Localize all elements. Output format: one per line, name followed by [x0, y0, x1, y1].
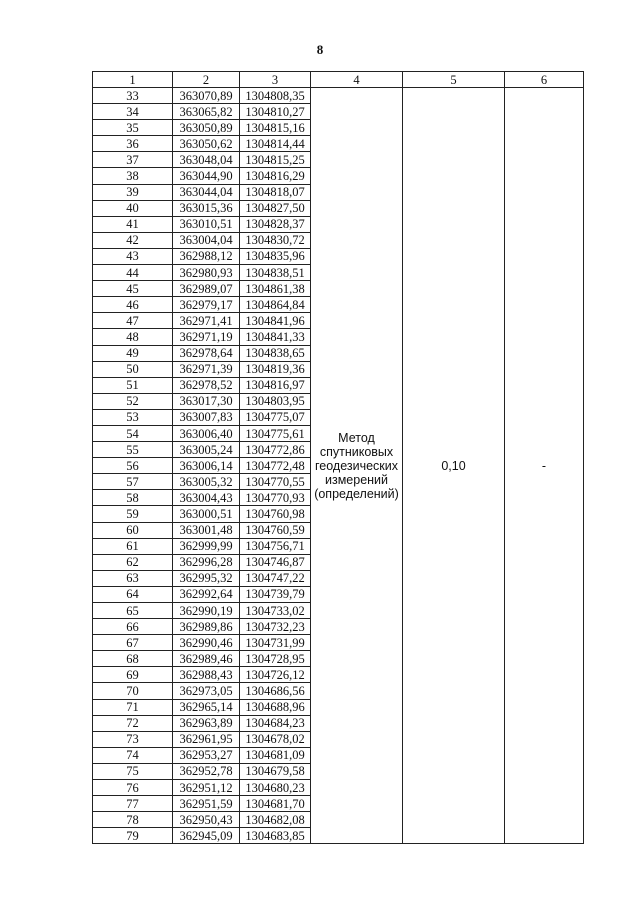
point-number-cell: 43 — [93, 248, 173, 264]
coordinates-table-body — [93, 72, 584, 844]
point-number-cell: 40 — [93, 200, 173, 216]
point-number-cell: 59 — [93, 506, 173, 522]
point-number-cell: 67 — [93, 635, 173, 651]
method-cell — [311, 88, 403, 844]
accuracy-cell: 0,10 — [403, 88, 505, 844]
y-coordinate-cell: 1304683,85 — [240, 828, 311, 844]
point-number-cell: 37 — [93, 152, 173, 168]
y-coordinate-cell: 1304681,09 — [240, 747, 311, 763]
y-coordinate-cell: 1304827,50 — [240, 200, 311, 216]
y-coordinate-cell: 1304678,02 — [240, 731, 311, 747]
point-number-cell: 38 — [93, 168, 173, 184]
header-cell-1: 1 — [93, 72, 173, 88]
y-coordinate-cell: 1304819,36 — [240, 361, 311, 377]
y-coordinate-cell: 1304772,86 — [240, 442, 311, 458]
point-number-cell: 39 — [93, 184, 173, 200]
point-number-cell: 44 — [93, 265, 173, 281]
x-coordinate-cell: 362971,39 — [173, 361, 240, 377]
y-coordinate-cell: 1304746,87 — [240, 554, 311, 570]
x-coordinate-cell: 362979,17 — [173, 297, 240, 313]
point-number-cell: 66 — [93, 619, 173, 635]
y-coordinate-cell: 1304728,95 — [240, 651, 311, 667]
x-coordinate-cell: 362952,78 — [173, 763, 240, 779]
x-coordinate-cell: 362999,99 — [173, 538, 240, 554]
coordinates-table — [92, 71, 584, 844]
x-coordinate-cell: 363005,32 — [173, 474, 240, 490]
x-coordinate-cell: 363005,24 — [173, 442, 240, 458]
point-number-cell: 74 — [93, 747, 173, 763]
x-coordinate-cell: 362978,64 — [173, 345, 240, 361]
point-number-cell: 62 — [93, 554, 173, 570]
method-line: спутниковых — [319, 444, 394, 459]
header-cell-4: 4 — [311, 72, 403, 88]
x-coordinate-cell: 363000,51 — [173, 506, 240, 522]
y-coordinate-cell: 1304726,12 — [240, 667, 311, 683]
point-number-cell: 34 — [93, 104, 173, 120]
x-coordinate-cell: 362980,93 — [173, 265, 240, 281]
y-coordinate-cell: 1304679,58 — [240, 763, 311, 779]
point-number-cell: 56 — [93, 458, 173, 474]
y-coordinate-cell: 1304816,97 — [240, 377, 311, 393]
point-number-cell: 50 — [93, 361, 173, 377]
y-coordinate-cell: 1304731,99 — [240, 635, 311, 651]
y-coordinate-cell: 1304770,55 — [240, 474, 311, 490]
y-coordinate-cell: 1304816,29 — [240, 168, 311, 184]
method-line: измерений — [324, 472, 389, 487]
point-number-cell: 35 — [93, 120, 173, 136]
x-coordinate-cell: 363004,43 — [173, 490, 240, 506]
x-coordinate-cell: 362989,86 — [173, 619, 240, 635]
y-coordinate-cell: 1304686,56 — [240, 683, 311, 699]
x-coordinate-cell: 362945,09 — [173, 828, 240, 844]
header-cell-2: 2 — [173, 72, 240, 88]
method-line: геодезических — [314, 458, 398, 473]
point-number-cell: 78 — [93, 812, 173, 828]
y-coordinate-cell: 1304747,22 — [240, 570, 311, 586]
y-coordinate-cell: 1304838,65 — [240, 345, 311, 361]
y-coordinate-cell: 1304775,07 — [240, 409, 311, 425]
point-number-cell: 75 — [93, 763, 173, 779]
y-coordinate-cell: 1304803,95 — [240, 393, 311, 409]
point-number-cell: 33 — [93, 88, 173, 104]
x-coordinate-cell: 362978,52 — [173, 377, 240, 393]
y-coordinate-cell: 1304830,72 — [240, 232, 311, 248]
x-coordinate-cell: 362988,43 — [173, 667, 240, 683]
x-coordinate-cell: 363007,83 — [173, 409, 240, 425]
x-coordinate-cell: 362971,19 — [173, 329, 240, 345]
point-number-cell: 48 — [93, 329, 173, 345]
point-number-cell: 77 — [93, 796, 173, 812]
point-number-cell: 45 — [93, 281, 173, 297]
point-number-cell: 52 — [93, 393, 173, 409]
point-number-cell: 53 — [93, 409, 173, 425]
point-number-cell: 63 — [93, 570, 173, 586]
method-line: (определений) — [314, 486, 399, 501]
x-coordinate-cell: 363044,90 — [173, 168, 240, 184]
note-cell: - — [505, 88, 584, 844]
point-number-cell: 70 — [93, 683, 173, 699]
x-coordinate-cell: 362990,19 — [173, 603, 240, 619]
x-coordinate-cell: 363001,48 — [173, 522, 240, 538]
x-coordinate-cell: 362961,95 — [173, 731, 240, 747]
point-number-cell: 58 — [93, 490, 173, 506]
x-coordinate-cell: 362953,27 — [173, 747, 240, 763]
point-number-cell: 69 — [93, 667, 173, 683]
y-coordinate-cell: 1304760,59 — [240, 522, 311, 538]
y-coordinate-cell: 1304828,37 — [240, 216, 311, 232]
x-coordinate-cell: 362973,05 — [173, 683, 240, 699]
y-coordinate-cell: 1304815,16 — [240, 120, 311, 136]
point-number-cell: 79 — [93, 828, 173, 844]
y-coordinate-cell: 1304841,96 — [240, 313, 311, 329]
x-coordinate-cell: 362996,28 — [173, 554, 240, 570]
y-coordinate-cell: 1304680,23 — [240, 780, 311, 796]
point-number-cell: 51 — [93, 377, 173, 393]
y-coordinate-cell: 1304684,23 — [240, 715, 311, 731]
y-coordinate-cell: 1304760,98 — [240, 506, 311, 522]
y-coordinate-cell: 1304841,33 — [240, 329, 311, 345]
header-cell-6: 6 — [505, 72, 584, 88]
y-coordinate-cell: 1304818,07 — [240, 184, 311, 200]
y-coordinate-cell: 1304688,96 — [240, 699, 311, 715]
x-coordinate-cell: 362990,46 — [173, 635, 240, 651]
x-coordinate-cell: 362950,43 — [173, 812, 240, 828]
y-coordinate-cell: 1304810,27 — [240, 104, 311, 120]
x-coordinate-cell: 362971,41 — [173, 313, 240, 329]
table-row — [93, 88, 584, 104]
point-number-cell: 72 — [93, 715, 173, 731]
point-number-cell: 46 — [93, 297, 173, 313]
y-coordinate-cell: 1304808,35 — [240, 88, 311, 104]
point-number-cell: 57 — [93, 474, 173, 490]
x-coordinate-cell: 362951,12 — [173, 780, 240, 796]
point-number-cell: 42 — [93, 232, 173, 248]
y-coordinate-cell: 1304682,08 — [240, 812, 311, 828]
page-number: 8 — [316, 42, 324, 57]
x-coordinate-cell: 363017,30 — [173, 393, 240, 409]
point-number-cell: 71 — [93, 699, 173, 715]
x-coordinate-cell: 363004,04 — [173, 232, 240, 248]
x-coordinate-cell: 362963,89 — [173, 715, 240, 731]
y-coordinate-cell: 1304864,84 — [240, 297, 311, 313]
x-coordinate-cell: 363070,89 — [173, 88, 240, 104]
x-coordinate-cell: 362995,32 — [173, 570, 240, 586]
x-coordinate-cell: 363065,82 — [173, 104, 240, 120]
x-coordinate-cell: 363050,89 — [173, 120, 240, 136]
point-number-cell: 49 — [93, 345, 173, 361]
y-coordinate-cell: 1304838,51 — [240, 265, 311, 281]
x-coordinate-cell: 363050,62 — [173, 136, 240, 152]
point-number-cell: 60 — [93, 522, 173, 538]
y-coordinate-cell: 1304739,79 — [240, 586, 311, 602]
y-coordinate-cell: 1304770,93 — [240, 490, 311, 506]
x-coordinate-cell: 362992,64 — [173, 586, 240, 602]
x-coordinate-cell: 362988,12 — [173, 248, 240, 264]
x-coordinate-cell: 362989,07 — [173, 281, 240, 297]
point-number-cell: 36 — [93, 136, 173, 152]
y-coordinate-cell: 1304681,70 — [240, 796, 311, 812]
x-coordinate-cell: 363006,14 — [173, 458, 240, 474]
y-coordinate-cell: 1304815,25 — [240, 152, 311, 168]
point-number-cell: 73 — [93, 731, 173, 747]
y-coordinate-cell: 1304835,96 — [240, 248, 311, 264]
y-coordinate-cell: 1304775,61 — [240, 425, 311, 441]
x-coordinate-cell: 363048,04 — [173, 152, 240, 168]
point-number-cell: 54 — [93, 425, 173, 441]
table-header-row — [93, 72, 584, 88]
header-cell-3: 3 — [240, 72, 311, 88]
x-coordinate-cell: 362965,14 — [173, 699, 240, 715]
y-coordinate-cell: 1304814,44 — [240, 136, 311, 152]
x-coordinate-cell: 363015,36 — [173, 200, 240, 216]
point-number-cell: 76 — [93, 780, 173, 796]
y-coordinate-cell: 1304772,48 — [240, 458, 311, 474]
point-number-cell: 55 — [93, 442, 173, 458]
x-coordinate-cell: 362989,46 — [173, 651, 240, 667]
header-cell-5: 5 — [403, 72, 505, 88]
method-line: Метод — [338, 430, 375, 445]
point-number-cell: 68 — [93, 651, 173, 667]
y-coordinate-cell: 1304733,02 — [240, 603, 311, 619]
point-number-cell: 61 — [93, 538, 173, 554]
point-number-cell: 41 — [93, 216, 173, 232]
point-number-cell: 64 — [93, 586, 173, 602]
point-number-cell: 65 — [93, 603, 173, 619]
x-coordinate-cell: 363010,51 — [173, 216, 240, 232]
y-coordinate-cell: 1304756,71 — [240, 538, 311, 554]
x-coordinate-cell: 363006,40 — [173, 425, 240, 441]
y-coordinate-cell: 1304732,23 — [240, 619, 311, 635]
point-number-cell: 47 — [93, 313, 173, 329]
x-coordinate-cell: 363044,04 — [173, 184, 240, 200]
x-coordinate-cell: 362951,59 — [173, 796, 240, 812]
y-coordinate-cell: 1304861,38 — [240, 281, 311, 297]
